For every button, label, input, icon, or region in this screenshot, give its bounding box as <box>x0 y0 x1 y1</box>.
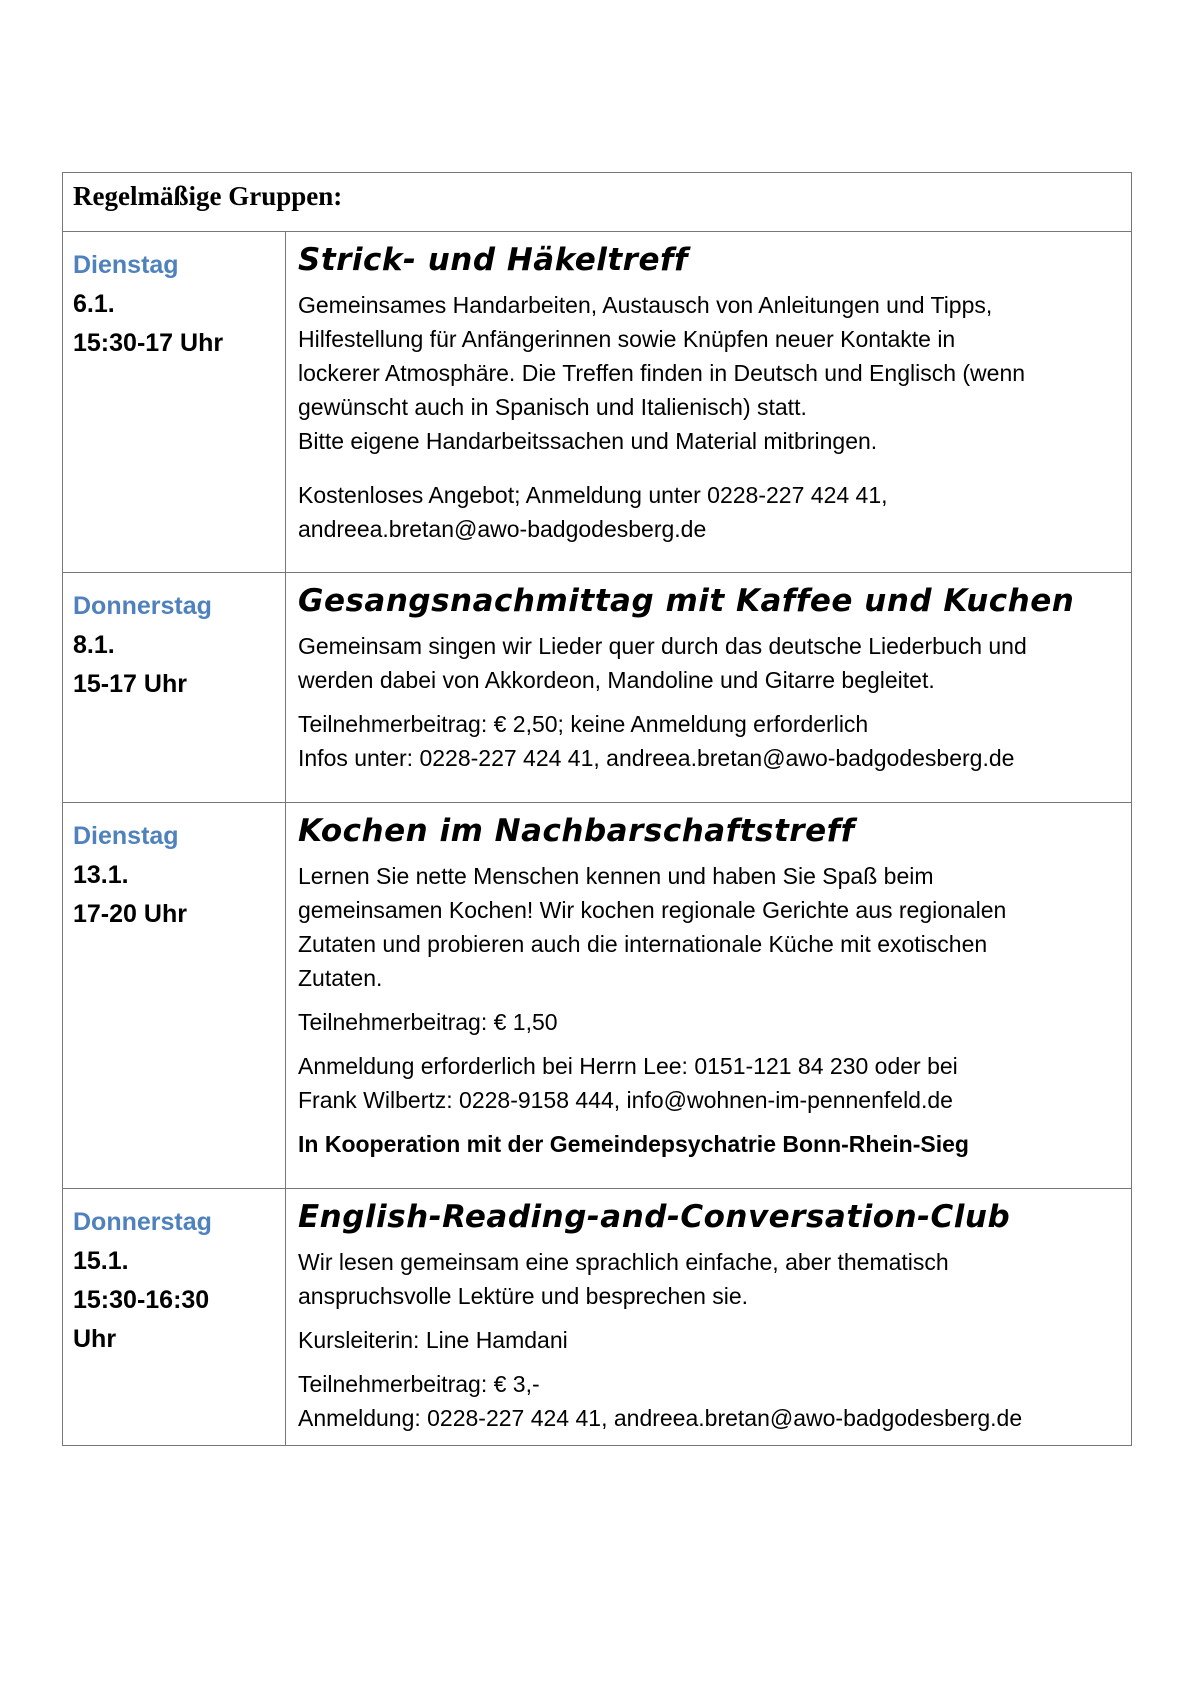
event-cell <box>286 573 1131 802</box>
description-line: gemeinsamen Kochen! Wir kochen regionale Gerichte aus regionalen <box>298 897 1007 923</box>
weekday: Dienstag <box>73 822 179 850</box>
description-line: Lernen Sie nette Menschen kennen und haben Sie Spaß beim <box>298 863 934 889</box>
cooperation-note: In Kooperation mit der Gemeindepsychatrie Bonn-Rhein-Sieg <box>298 1131 969 1157</box>
weekday: Donnerstag <box>73 1208 212 1236</box>
weekday: Donnerstag <box>73 592 212 620</box>
event-cell <box>286 1189 1131 1445</box>
date: 6.1. <box>73 290 115 318</box>
table-title: Regelmäßige Gruppen: <box>73 181 343 211</box>
event-cell <box>286 803 1131 1188</box>
description-line: werden dabei von Akkordeon, Mandoline und Gitarre begleitet. <box>298 667 935 693</box>
instructor-line: Kursleiterin: Line Hamdani <box>298 1327 568 1353</box>
description-line: Wir lesen gemeinsam eine sprachlich einfache, aber thematisch <box>298 1249 949 1275</box>
event-title: English-Reading-and-Conversation-Club <box>298 1199 1011 1235</box>
fee-line: Teilnehmerbeitrag: € 2,50; keine Anmeldung erforderlich <box>298 711 869 737</box>
date: 13.1. <box>73 861 129 889</box>
date-cell <box>63 1189 286 1445</box>
contact-line: Frank Wilbertz: 0228-9158 444, info@wohnen-im-pennenfeld.de <box>298 1087 953 1113</box>
description-line: Gemeinsames Handarbeiten, Austausch von Anleitungen und Tipps, <box>298 292 993 318</box>
date: 8.1. <box>73 631 115 659</box>
date-cell <box>63 573 286 802</box>
registration-line: Kostenloses Angebot; Anmeldung unter 0228-227 424 41, <box>298 482 888 508</box>
table-row <box>63 1189 1131 1445</box>
fee-line: Teilnehmerbeitrag: € 1,50 <box>298 1009 558 1035</box>
event-title: Gesangsnachmittag mit Kaffee und Kuchen <box>298 583 1075 619</box>
registration-line: Anmeldung: 0228-227 424 41, andreea.bretan@awo-badgodesberg.de <box>298 1405 1023 1431</box>
time: 17-20 Uhr <box>73 900 187 928</box>
time: 15:30-17 Uhr <box>73 329 224 357</box>
description-line: gewünscht auch in Spanisch und Italienisch) statt. <box>298 394 807 420</box>
weekday: Dienstag <box>73 251 179 279</box>
registration-line: Anmeldung erforderlich bei Herrn Lee: 0151-121 84 230 oder bei <box>298 1053 958 1079</box>
event-title: Strick- und Häkeltreff <box>298 242 688 278</box>
description-line: Zutaten und probieren auch die internationale Küche mit exotischen <box>298 931 988 957</box>
description-line: Gemeinsam singen wir Lieder quer durch das deutsche Liederbuch und <box>298 633 1027 659</box>
event-cell <box>286 232 1131 572</box>
groups-table <box>62 172 1132 1446</box>
time-suffix: Uhr <box>73 1325 117 1353</box>
description-line: Bitte eigene Handarbeitssachen und Material mitbringen. <box>298 428 878 454</box>
table-row <box>63 803 1131 1189</box>
table-row <box>63 573 1131 803</box>
description-line: lockerer Atmosphäre. Die Treffen finden in Deutsch und Englisch (wenn <box>298 360 1026 386</box>
table-row <box>63 232 1131 573</box>
contact-line: Infos unter: 0228-227 424 41, andreea.bretan@awo-badgodesberg.de <box>298 745 1015 771</box>
event-title: Kochen im Nachbarschaftstreff <box>298 813 855 849</box>
table-header <box>63 173 1131 232</box>
contact-email: andreea.bretan@awo-badgodesberg.de <box>298 516 707 542</box>
date: 15.1. <box>73 1247 129 1275</box>
description-line: Hilfestellung für Anfängerinnen sowie Knüpfen neuer Kontakte in <box>298 326 956 352</box>
description-line: anspruchsvolle Lektüre und besprechen sie. <box>298 1283 749 1309</box>
fee-line: Teilnehmerbeitrag: € 3,- <box>298 1371 540 1397</box>
description-line: Zutaten. <box>298 965 383 991</box>
date-cell <box>63 803 286 1188</box>
time: 15:30-16:30 <box>73 1286 210 1314</box>
time: 15-17 Uhr <box>73 670 187 698</box>
date-cell <box>63 232 286 572</box>
